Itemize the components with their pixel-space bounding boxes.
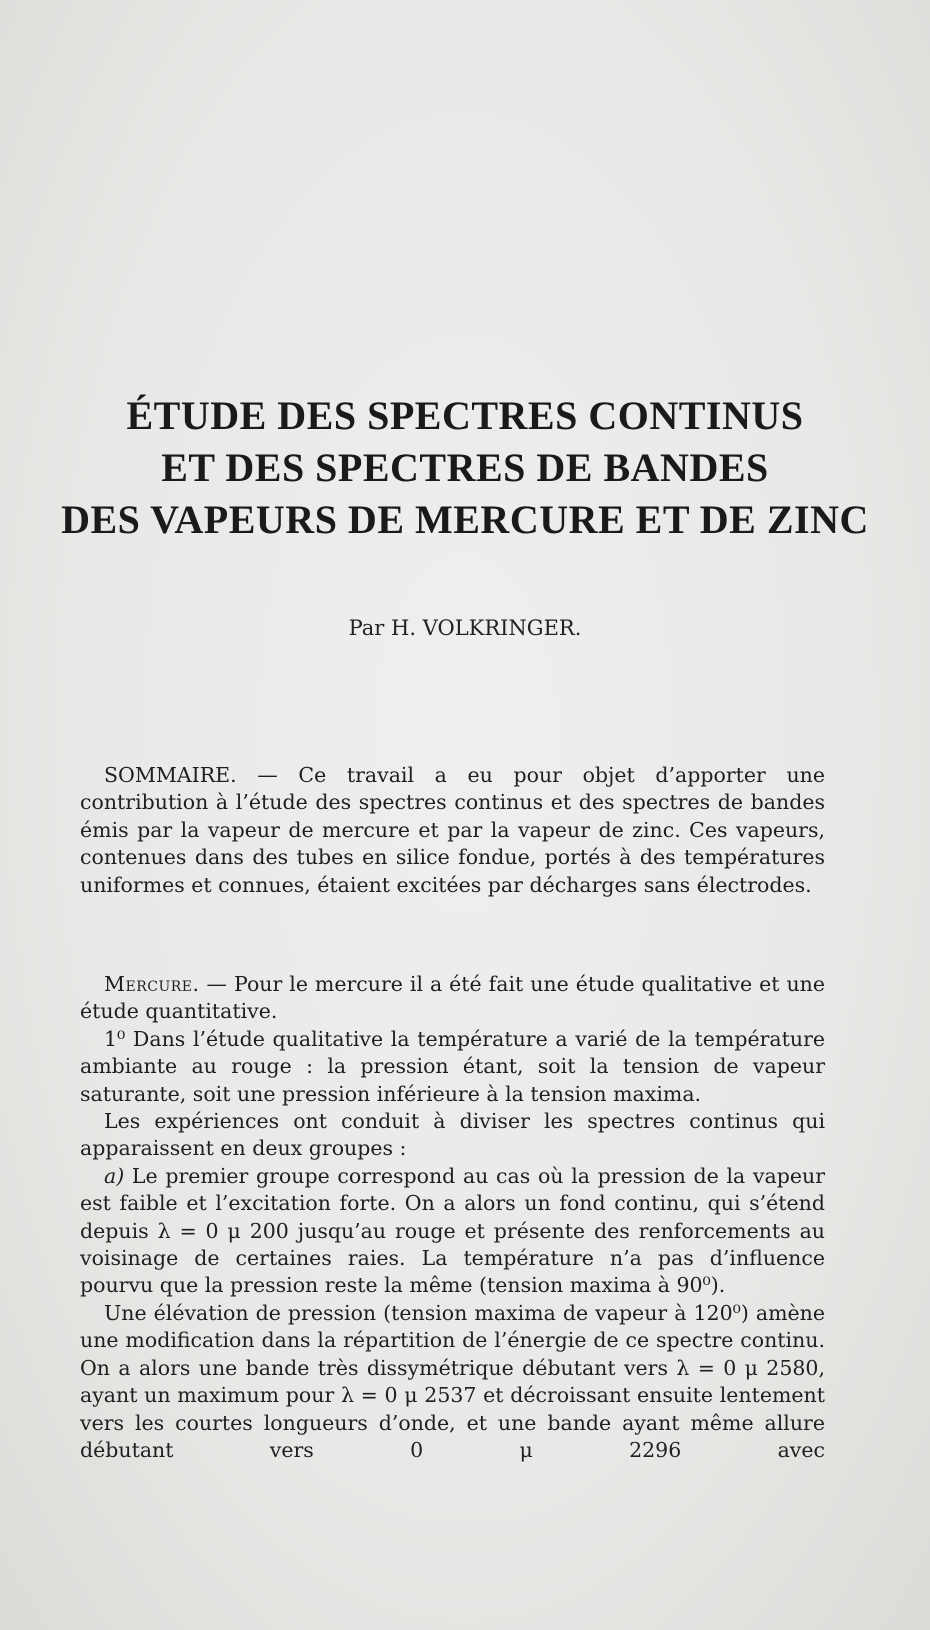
article-title (0, 390, 930, 546)
summary-section (80, 762, 825, 899)
summary-label: SOMMAIRE. (104, 763, 237, 787)
paragraph-mercure (80, 971, 825, 1026)
paragraph-mercure-text: — Pour le mercure il a été fait une étude qualitative et une étude quantitative. (80, 972, 825, 1024)
paragraph-group-a-text: Le premier groupe correspond au cas où la pression de la vapeur est faible et l’excitation forte. On a alors un fond continu, qui s’étend depuis λ = 0 μ 200 jusqu’au rouge et présente des renforcements au voisinage de certaines raies. La température n’a pas d’influence pourvu que la pression reste la même (tension maxima à 90⁰). (80, 1163, 825, 1298)
title-line-2: ET DES SPECTRES DE BANDES (161, 445, 769, 490)
summary-paragraph (80, 762, 825, 899)
paragraph-qualitative: 1⁰ Dans l’étude qualitative la température a varié de la température ambiante au rouge : la pression étant, soit la tension de vapeur saturante, soit une pression inférieure à la tension maxima. (80, 1026, 825, 1106)
summary-text: — Ce travail a eu pour objet d’apporter une contribution à l’étude des spectres continus et des spectres de bandes émis par la vapeur de mercure et par la vapeur de zinc. Ces vapeurs, contenues dans des tubes en silice fondue, portés à des températures uniformes et connues, étaient excitées par décharges sans électrodes. (80, 763, 825, 897)
title-line-1: ÉTUDE DES SPECTRES CONTINUS (126, 393, 804, 438)
group-a-label: a) (104, 1163, 125, 1188)
mercure-label: Mercure. (104, 972, 200, 996)
title-line-3: DES VAPEURS DE MERCURE ET DE ZINC (61, 497, 869, 542)
body-section (80, 971, 825, 1464)
paragraph-experiences: Les expériences ont conduit à diviser les spectres continus qui apparaissent en deux groupes : (80, 1109, 825, 1161)
author-line: Par H. VOLKRINGER. (348, 616, 582, 640)
paragraph-group-a (80, 1163, 825, 1300)
paragraph-pressure: Une élévation de pression (tension maxima de vapeur à 120⁰) amène une modification dans la répartition de l’énergie de ce spectre continu. On a alors une bande très dissymétrique débutant vers λ = 0 μ 2580, ayant un maximum pour λ = 0 μ 2537 et décroissant ensuite lentement vers les courtes longueurs d’onde, et une bande ayant même allure débutant vers 0 μ 2296 avec (80, 1300, 825, 1462)
